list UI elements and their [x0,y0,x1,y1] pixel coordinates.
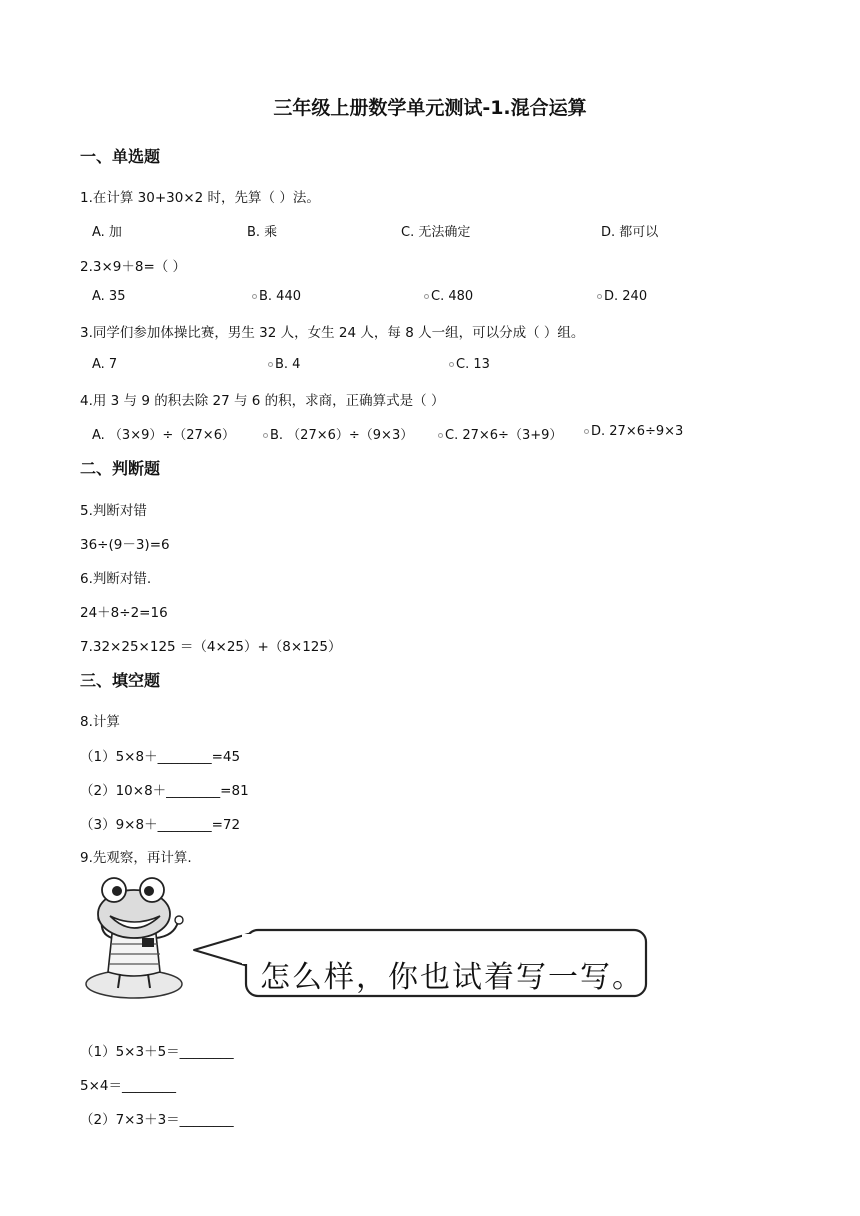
question-8-line-3: （3）9×8＋________=72 [80,817,241,833]
question-3-option-a: A. 7 [92,357,118,372]
question-2-option-c: C. 480 [424,289,473,304]
option-marker-icon [449,362,454,367]
question-9-line-1: （1）5×3＋5＝________ [80,1044,234,1060]
question-4-stem: 4.用 3 与 9 的积去除 27 与 6 的积，求商，正确算式是（ ） [80,393,445,409]
question-4-option-d: D. 27×6÷9×3 [584,424,683,439]
question-1-option-a: A. 加 [92,225,122,240]
question-4-option-b: B. （27×6）÷（9×3） [263,424,413,443]
option-marker-icon [438,433,443,438]
option-marker-icon [252,294,257,299]
question-8-stem: 8.计算 [80,714,120,730]
option-marker-icon [263,433,268,438]
question-9-line-2: 5×4＝________ [80,1078,176,1094]
section-heading-fill-blank: 三、填空题 [80,671,161,690]
speech-bubble-text: 怎么样，你也试着写一写。 [260,960,644,995]
question-6-stem: 6.判断对错. [80,571,152,587]
page-title: 三年级上册数学单元测试-1.混合运算 [273,97,587,119]
question-1-stem: 1.在计算 30+30×2 时，先算（ ）法。 [80,190,320,206]
question-3-stem: 3.同学们参加体操比赛，男生 32 人，女生 24 人，每 8 人一组，可以分成（ ）组。 [80,325,585,341]
section-heading-single-choice: 一、单选题 [80,147,161,166]
question-1-option-c: C. 无法确定 [401,225,471,240]
question-1-option-b: B. 乘 [247,225,278,240]
question-5-expression: 36÷(9－3)=6 [80,537,170,553]
question-3-option-c: C. 13 [449,357,490,372]
option-marker-icon [268,362,273,367]
question-2-option-b: B. 440 [252,289,301,304]
question-2-option-a: A. 35 [92,289,126,304]
question-7-stem: 7.32×25×125 ＝（4×25）+（8×125） [80,639,342,655]
frog-illustration [82,876,652,1006]
question-6-expression: 24＋8÷2=16 [80,605,168,621]
question-9-line-3: （2）7×3＋3＝________ [80,1112,234,1128]
question-4-option-c: C. 27×6÷（3+9） [438,424,562,443]
section-heading-true-false: 二、判断题 [80,459,161,478]
question-9-stem: 9.先观察，再计算. [80,850,192,866]
option-marker-icon [584,429,589,434]
option-marker-icon [424,294,429,299]
question-8-line-1: （1）5×8＋________=45 [80,749,241,765]
option-marker-icon [597,294,602,299]
question-2-option-d: D. 240 [597,289,647,304]
question-4-option-a: A. （3×9）÷（27×6） [92,428,235,443]
question-2-stem: 2.3×9＋8=（ ） [80,259,187,275]
question-3-option-b: B. 4 [268,357,300,372]
question-5-stem: 5.判断对错 [80,503,147,519]
question-8-line-2: （2）10×8＋________=81 [80,783,249,799]
question-1-option-d: D. 都可以 [601,225,659,240]
